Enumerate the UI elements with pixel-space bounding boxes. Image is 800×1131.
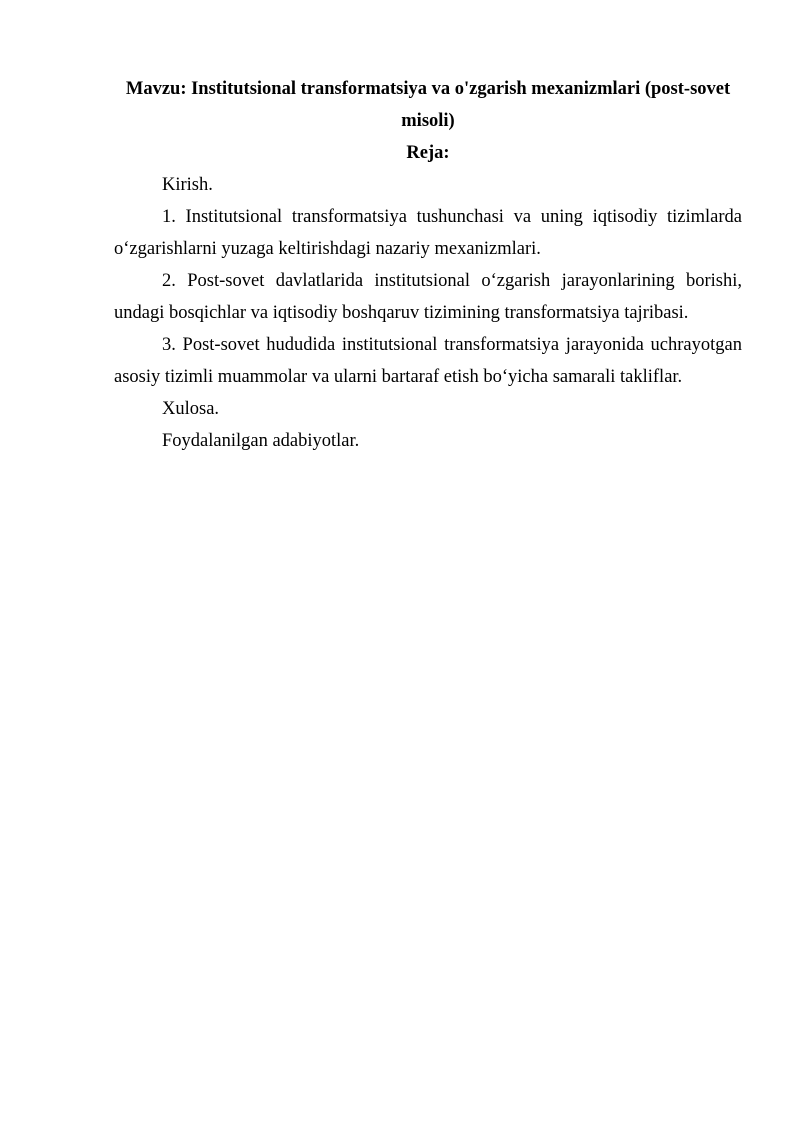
plan-item-2: 2. Post-sovet davlatlarida institutsional o‘zgarish jarayonlarining borishi, undagi bosqichlar va iqtisodiy boshqaruv tizimining transformatsiya tajribasi. — [114, 271, 742, 323]
plan-item-1: 1. Institutsional transformatsiya tushunchasi va uning iqtisodiy tizimlarda o‘zgarishlarni yuzaga keltirishdagi nazariy mexanizmlari. — [114, 207, 742, 259]
plan-item-conclusion: Xulosa. — [162, 399, 220, 419]
plan-item-3: 3. Post-sovet hududida institutsional transformatsiya jarayonida uchrayotgan asosiy tizimli muammolar va ularni bartaraf etish bo‘yicha samarali takliflar. — [114, 335, 742, 387]
document-page — [114, 73, 742, 457]
document-title: Mavzu: Institutsional transformatsiya va o'zgarish mexanizmlari (post-sovet misoli) — [125, 79, 731, 131]
plan-item-references: Foydalanilgan adabiyotlar. — [162, 431, 360, 451]
plan-item-introduction: Kirish. — [162, 175, 213, 195]
plan-heading: Reja: — [406, 143, 450, 163]
